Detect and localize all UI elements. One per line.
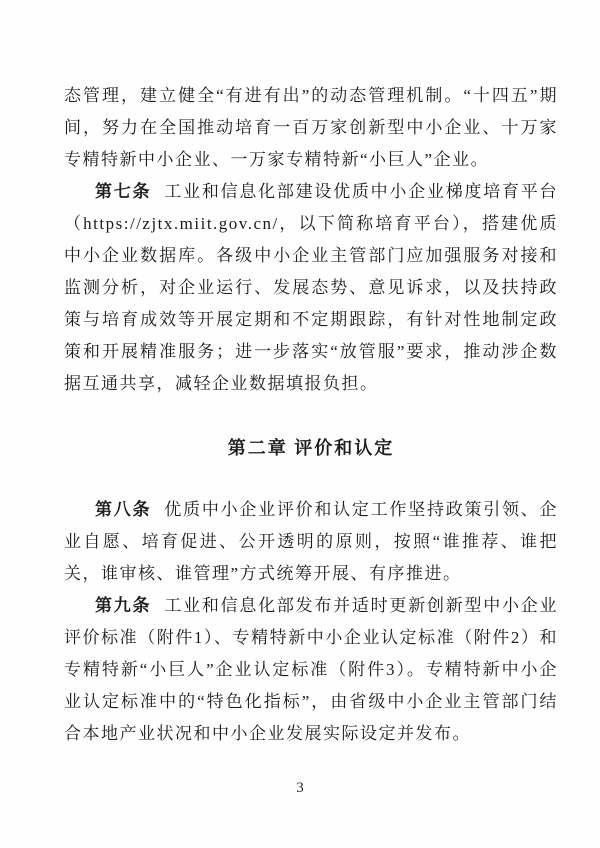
page-content	[64, 80, 558, 750]
article-9-text: 工业和信息化部发布并适时更新创新型中小企业评价标准（附件1）、专精特新中小企业认定标准（附件2）和专精特新“小巨人”企业认定标准（附件3）。专精特新中小企业认定标准中的“特色化指标”，由省级中小企业主管部门结合本地产业状况和中小企业发展实际设定并发布。	[64, 596, 559, 743]
chapter-heading: 第二章 评价和认定	[227, 438, 395, 458]
article-7-number: 第七条	[95, 182, 152, 201]
article-8-number: 第八条	[95, 500, 152, 519]
paragraph-continuation	[64, 80, 558, 176]
article-9-paragraph	[64, 590, 558, 750]
article-9-number: 第九条	[95, 596, 152, 615]
paragraph-text: 态管理，建立健全“有进有出”的动态管理机制。“十四五”期间，努力在全国推动培育一百万家创新型中小企业、十万家专精特新中小企业、一万家专精特新“小巨人”企业。	[64, 86, 558, 169]
article-8-text: 优质中小企业评价和认定工作坚持政策引领、企业自愿、培育促进、公开透明的原则，按照“谁推荐、谁把关，谁审核、谁管理”方式统筹开展、有序推进。	[64, 500, 559, 583]
article-8-paragraph	[64, 494, 558, 590]
article-7-paragraph	[64, 176, 558, 400]
page-number: 3	[296, 780, 304, 796]
article-7-text: 工业和信息化部建设优质中小企业梯度培育平台（https://zjtx.miit.gov.cn/，以下简称培育平台），搭建优质中小企业数据库。各级中小企业主管部门应加强服务对接和监测分析，对企业运行、发展态势、意见诉求，以及扶持政策与培育成效等开展定期和不定期跟踪，有针对性地制定政策和开展精准服务；进一步落实“放管服”要求，推动涉企数据互通共享，减轻企业数据填报负担。	[64, 182, 559, 393]
